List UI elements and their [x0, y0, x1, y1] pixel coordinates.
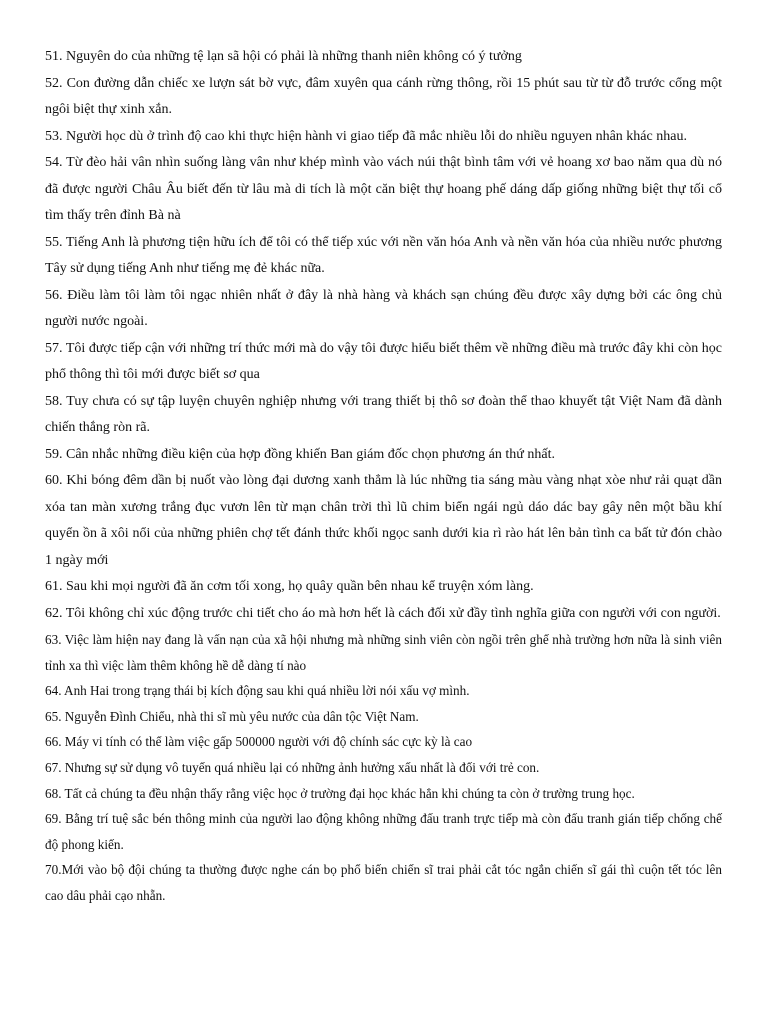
sentence-69: 69. Bằng trí tuệ sắc bén thông minh của người lao động không những đấu tranh trực tiếp mà còn đấu tranh gián tiếp chống chế độ phong kiến.: [45, 811, 722, 852]
sentence-54: 54. Từ đèo hải vân nhìn suống làng vân như khép mình vào vách núi thật bình tâm với vẻ hoang xơ bao năm qua dù nó đã được người Châu Âu biết đến từ lâu mà di tích là một căn biệt thự hoang phế dáng dấp giống những biệt thự tối cổ tìm thấy trên đỉnh Bà nà: [45, 155, 722, 223]
sentence-62: 62. Tôi không chỉ xúc động trước chi tiết cho áo mà hơn hết là cách đối xử đầy tình nghĩa giữa con người với con người.: [45, 605, 721, 621]
sentence-63: 63. Việc làm hiện nay đang là vấn nạn của xã hội nhưng mà những sinh viên còn ngồi trên ghế nhà trường hơn nữa là sinh viên tỉnh xa thì việc làm thêm không hề dễ dàng tí nào: [45, 632, 722, 673]
sentence-65: 65. Nguyễn Đình Chiểu, nhà thi sĩ mù yêu nước của dân tộc Việt Nam.: [45, 708, 419, 724]
document-page: [45, 44, 722, 909]
sentence-61: 61. Sau khi mọi người đã ăn cơm tối xong, họ quây quần bên nhau kể truyện xóm làng.: [45, 579, 534, 594]
sentence-60: 60. Khi bóng đêm dần bị nuốt vào lòng đại dương xanh thẳm là lúc những tia sáng màu vàng nhạt xòe như rải quạt dần xóa tan màn xương trắng đục vươn lên từ mạn chân trời thì lũ chim biển ngái ngủ dáo dác bay gây nên một bầu khí quyển ồn ã xôi nổi của những phiên chợ tết đánh thức khối ngọc sanh dưới kia rì rào hát lên bản tình ca bất tử đón chào 1 ngày mới: [45, 473, 722, 568]
sentence-56: 56. Điều làm tôi làm tôi ngạc nhiên nhất ở đây là nhà hàng và khách sạn chúng đều được xây dựng bởi các ông chủ người nước ngoài.: [45, 287, 722, 329]
sentence-51: 51. Nguyên do của những tệ lạn sã hội có phải là những thanh niên không có ý tưởng: [45, 49, 522, 64]
sentence-58: 58. Tuy chưa có sự tập luyện chuyên nghiệp nhưng với trang thiết bị thô sơ đoàn thể thao khuyết tật Việt Nam đã dành chiến thắng ròn rã.: [45, 393, 722, 435]
sentence-52: 52. Con đường dẫn chiếc xe lượn sát bờ vực, đâm xuyên qua cánh rừng thông, rồi 15 phút sau từ từ đỗ trước cổng một ngôi biệt thự xinh xắn.: [45, 75, 722, 117]
sentence-59: 59. Cân nhắc những điều kiện của hợp đồng khiến Ban giám đốc chọn phương án thứ nhất.: [45, 446, 555, 462]
sentence-53: 53. Người học dù ở trình độ cao khi thực hiện hành vi giao tiếp đã mắc nhiều lỗi do nhiều nguyen nhân khác nhau.: [45, 128, 687, 144]
sentence-66: 66. Máy vi tính có thể làm việc gấp 500000 người với độ chính sác cực kỳ là cao: [45, 734, 473, 750]
sentence-68: 68. Tất cả chúng ta đều nhận thấy rằng việc học ở trường đại học khác hẳn khi chúng ta còn ở trường trung học.: [45, 785, 635, 801]
sentence-57: 57. Tôi được tiếp cận với những trí thức mới mà do vậy tôi được hiểu biết thêm về những điều mà trước đây khi còn học phổ thông thì tôi mới được biết sơ qua: [45, 340, 722, 382]
sentence-70: 70.Mới vào bộ đội chúng ta thường được nghe cán bọ phổ biến chiến sĩ trai phải cắt tóc ngắn chiến sĩ gái thì cuộn tết tóc lên cao dâu phải cạo nhẵn.: [45, 862, 722, 903]
sentence-64: 64. Anh Hai trong trạng thái bị kích động sau khi quá nhiều lời nói xấu vợ mình.: [45, 683, 470, 699]
sentence-55: 55. Tiếng Anh là phương tiện hữu ích để tôi có thể tiếp xúc với nền văn hóa Anh và nền văn hóa của nhiều nước phương Tây sử dụng tiếng Anh như tiếng mẹ đẻ khác nữa.: [45, 234, 722, 276]
sentence-67: 67. Nhưng sự sử dụng vô tuyến quá nhiều lại có những ảnh hưởng xấu nhất là đối với trẻ con.: [45, 759, 540, 775]
